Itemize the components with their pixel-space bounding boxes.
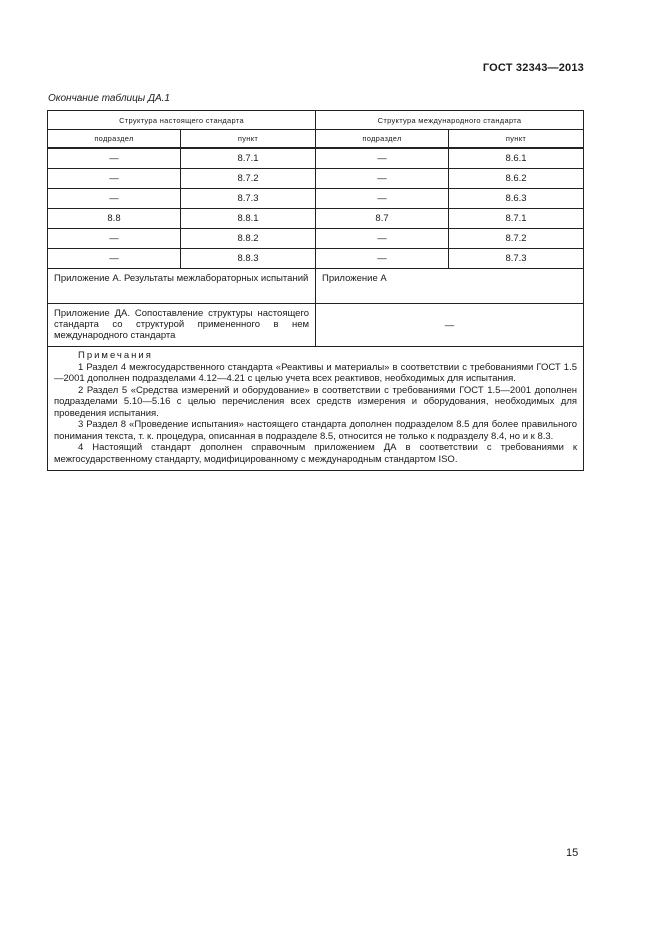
table-cell: — xyxy=(48,189,181,209)
table-cell: — xyxy=(48,229,181,249)
table-cell: 8.7 xyxy=(316,209,449,229)
table-cell: 8.8 xyxy=(48,209,181,229)
header-current-standard: Структура настоящего стандарта xyxy=(48,111,316,130)
table-cell: — xyxy=(316,169,449,189)
table-row xyxy=(48,189,584,209)
header-subsection: подраздел xyxy=(48,130,181,149)
header-clause: пункт xyxy=(181,130,316,149)
notes-row xyxy=(48,347,584,471)
table-cell: 8.7.1 xyxy=(181,148,316,169)
appendix-current-cell: Приложение А. Результаты межлабораторных испытаний xyxy=(48,269,316,304)
table-group-header-row xyxy=(48,111,584,130)
header-international-standard: Структура международного стандарта xyxy=(316,111,584,130)
table-cell: — xyxy=(316,148,449,169)
appendix-international-cell: Приложение А xyxy=(316,269,584,304)
table-sub-header-row xyxy=(48,130,584,149)
table-cell: — xyxy=(48,249,181,269)
table-cell: 8.7.2 xyxy=(181,169,316,189)
table-caption: Окончание таблицы ДА.1 xyxy=(48,93,170,104)
note-item: 1 Раздел 4 межгосударственного стандарта «Реактивы и материалы» в соответствии с требованиями ГОСТ 1.5—2001 дополнен подразделами 4.12—4.21 с целью учета всех реактивов, необходимых для испытания. xyxy=(54,361,578,384)
appendix-current-cell: Приложение ДА. Сопоставление структуры настоящего стандарта со структурой примененного в нем международного стандарта xyxy=(48,304,316,347)
table-cell: 8.7.1 xyxy=(449,209,584,229)
notes-cell xyxy=(48,347,584,471)
table-cell: 8.7.3 xyxy=(181,189,316,209)
page-number: 15 xyxy=(566,847,579,859)
appendix-international-cell: — xyxy=(316,304,584,347)
table-cell: 8.7.3 xyxy=(449,249,584,269)
table-cell: — xyxy=(48,169,181,189)
table-cell: 8.8.3 xyxy=(181,249,316,269)
table-cell: — xyxy=(316,229,449,249)
table-cell: — xyxy=(48,148,181,169)
table-row xyxy=(48,229,584,249)
table-row xyxy=(48,209,584,229)
table-cell: 8.8.1 xyxy=(181,209,316,229)
table-cell: — xyxy=(316,189,449,209)
table-cell: 8.6.3 xyxy=(449,189,584,209)
table-cell: — xyxy=(316,249,449,269)
notes-title: Примечания xyxy=(78,350,153,361)
table-row xyxy=(48,169,584,189)
appendix-row xyxy=(48,304,584,347)
table-cell: 8.8.2 xyxy=(181,229,316,249)
note-item: 2 Раздел 5 «Средства измерений и оборудование» в соответствии с требованиями ГОСТ 1.5—2001 дополнен подразделами 5.10—5.16 с целью перечисления всех средств измерения и оборудования, необходимых для проведения испытания. xyxy=(54,384,578,419)
note-item: 4 Настоящий стандарт дополнен справочным приложением ДА в соответствии с требованиями к межгосударственному стандарту, модифицированному с международным стандартом ISO. xyxy=(54,442,578,465)
note-item: 3 Раздел 8 «Проведение испытания» настоящего стандарта дополнен подразделом 8.5 для более правильного понимания текста, т. к. процедура, описанная в подразделе 8.5, относится не только к подразделу 8.4, но и к 8.3. xyxy=(54,419,578,442)
structure-comparison-table xyxy=(47,110,584,471)
table-row xyxy=(48,249,584,269)
header-clause: пункт xyxy=(449,130,584,149)
header-subsection: подраздел xyxy=(316,130,449,149)
table-cell: 8.7.2 xyxy=(449,229,584,249)
document-code: ГОСТ 32343—2013 xyxy=(482,62,584,74)
appendix-row xyxy=(48,269,584,304)
table-cell: 8.6.1 xyxy=(449,148,584,169)
table-cell: 8.6.2 xyxy=(449,169,584,189)
table-row xyxy=(48,148,584,169)
